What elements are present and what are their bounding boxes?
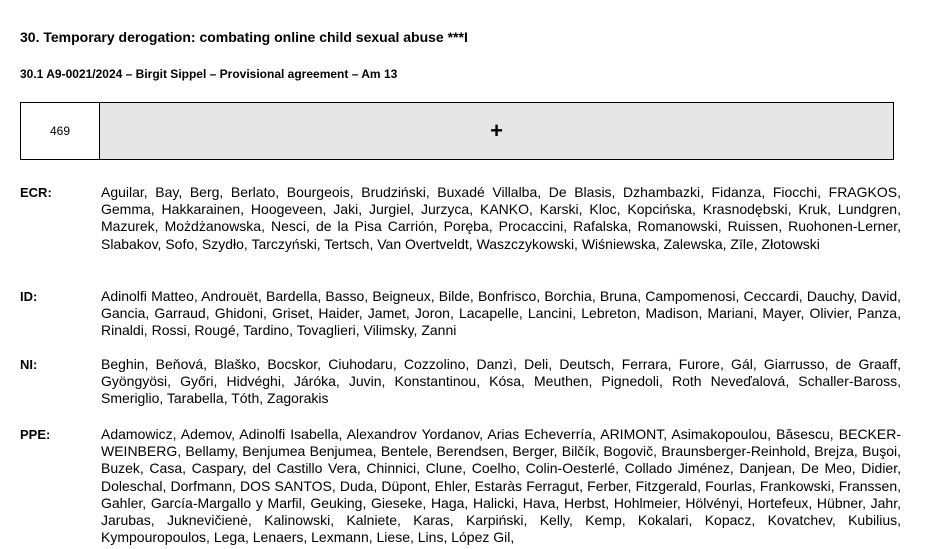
vote-result-box: [20, 102, 894, 160]
group-member-list: Adamowicz, Ademov, Adinolfi Isabella, Alexandrov Yordanov, Arias Echeverría, ARIMONT, Asimakopoulou, Băsescu, BECKER-WEINBERG, Bellamy, Benjumea Benjumea, Bentele, Berendsen, Berger, Bilčík, Bogovič, Braunsberger-Reinhold, Brejza, Buşoi, Buzek, Casa, Caspary, del Castillo Vera, Chinnici, Clune, Coelho, Colin-Oesterlé, Collado Jiménez, Danjean, De Meo, Didier, Doleschal, Dorfmann, DOS SANTOS, Duda, Düpont, Ehler, Estaràs Ferragut, Ferber, Fitzgerald, Fourlas, Frankowski, Franssen, Gahler, García-Margallo y Marfil, Geuking, Gieseke, Haga, Halicki, Hava, Herbst, Hohlmeier, Hölvényi, Hortefeux, Hübner, Jahr, Jarubas, Juknevičienė, Kalinowski, Kalniete, Karas, Karpiński, Kelly, Kemp, Kokalari, Kopacz, Kovatchev, Kubilius, Kympouropoulos, Lega, Lenaers, Lexmann, Liese, Lins, López Gil,: [101, 426, 901, 546]
vote-result-symbol: +: [100, 103, 893, 159]
group-member-list: Aguilar, Bay, Berg, Berlato, Bourgeois, Brudziński, Buxadé Villalba, De Blasis, Dzhambazki, Fidanza, Fiocchi, FRAGKOS, Gemma, Hakkarainen, Hoogeveen, Jaki, Jurgiel, Jurzyca, KANKO, Karski, Kloc, Kopcińska, Krasnodębski, Kruk, Lundgren, Mazurek, Możdżanowska, Nesci, de la Pisa Carrión, Poręba, Procaccini, Rafalska, Romanowski, Ruissen, Ruohonen-Lerner, Slabakov, Sofo, Szydło, Tarczyński, Tertsch, Van Overtveldt, Waszczykowski, Wiśniewska, Zalewska, Zīle, Złotowski: [101, 184, 901, 252]
group-ppe: [20, 426, 920, 546]
group-id: [20, 288, 920, 340]
vote-count: 469: [21, 103, 100, 159]
document-title: 30. Temporary derogation: combating online child sexual abuse ***I: [20, 29, 468, 45]
group-ni: [20, 356, 920, 408]
group-label: PPE:: [20, 427, 51, 442]
vote-subtitle: 30.1 A9-0021/2024 – Birgit Sippel – Provisional agreement – Am 13: [20, 67, 398, 81]
group-ecr: [20, 184, 920, 253]
group-label: ID:: [20, 289, 38, 304]
group-label: NI:: [20, 357, 38, 372]
group-member-list: Adinolfi Matteo, Androuët, Bardella, Basso, Beigneux, Bilde, Bonfrisco, Borchia, Bruna, Campomenosi, Ceccardi, Dauchy, David, Gancia, Garraud, Ghidoni, Griset, Haider, Jamet, Joron, Lacapelle, Lancini, Lebreton, Madison, Mariani, Mayer, Olivier, Panza, Rinaldi, Rossi, Rougé, Tardino, Tovaglieri, Vilimsky, Zanni: [101, 288, 901, 339]
group-label: ECR:: [20, 185, 52, 200]
group-member-list: Beghin, Beňová, Blaško, Bocskor, Ciuhodaru, Cozzolino, Danzì, Deli, Deutsch, Ferrara, Furore, Gál, Giarrusso, de Graaff, Gyöngyösi, Győri, Hidvéghi, Járóka, Juvin, Konstantinou, Kósa, Meuthen, Pignedoli, Roth Neveďalová, Schaller-Baross, Smeriglio, Tarabella, Tóth, Zagorakis: [101, 356, 901, 407]
